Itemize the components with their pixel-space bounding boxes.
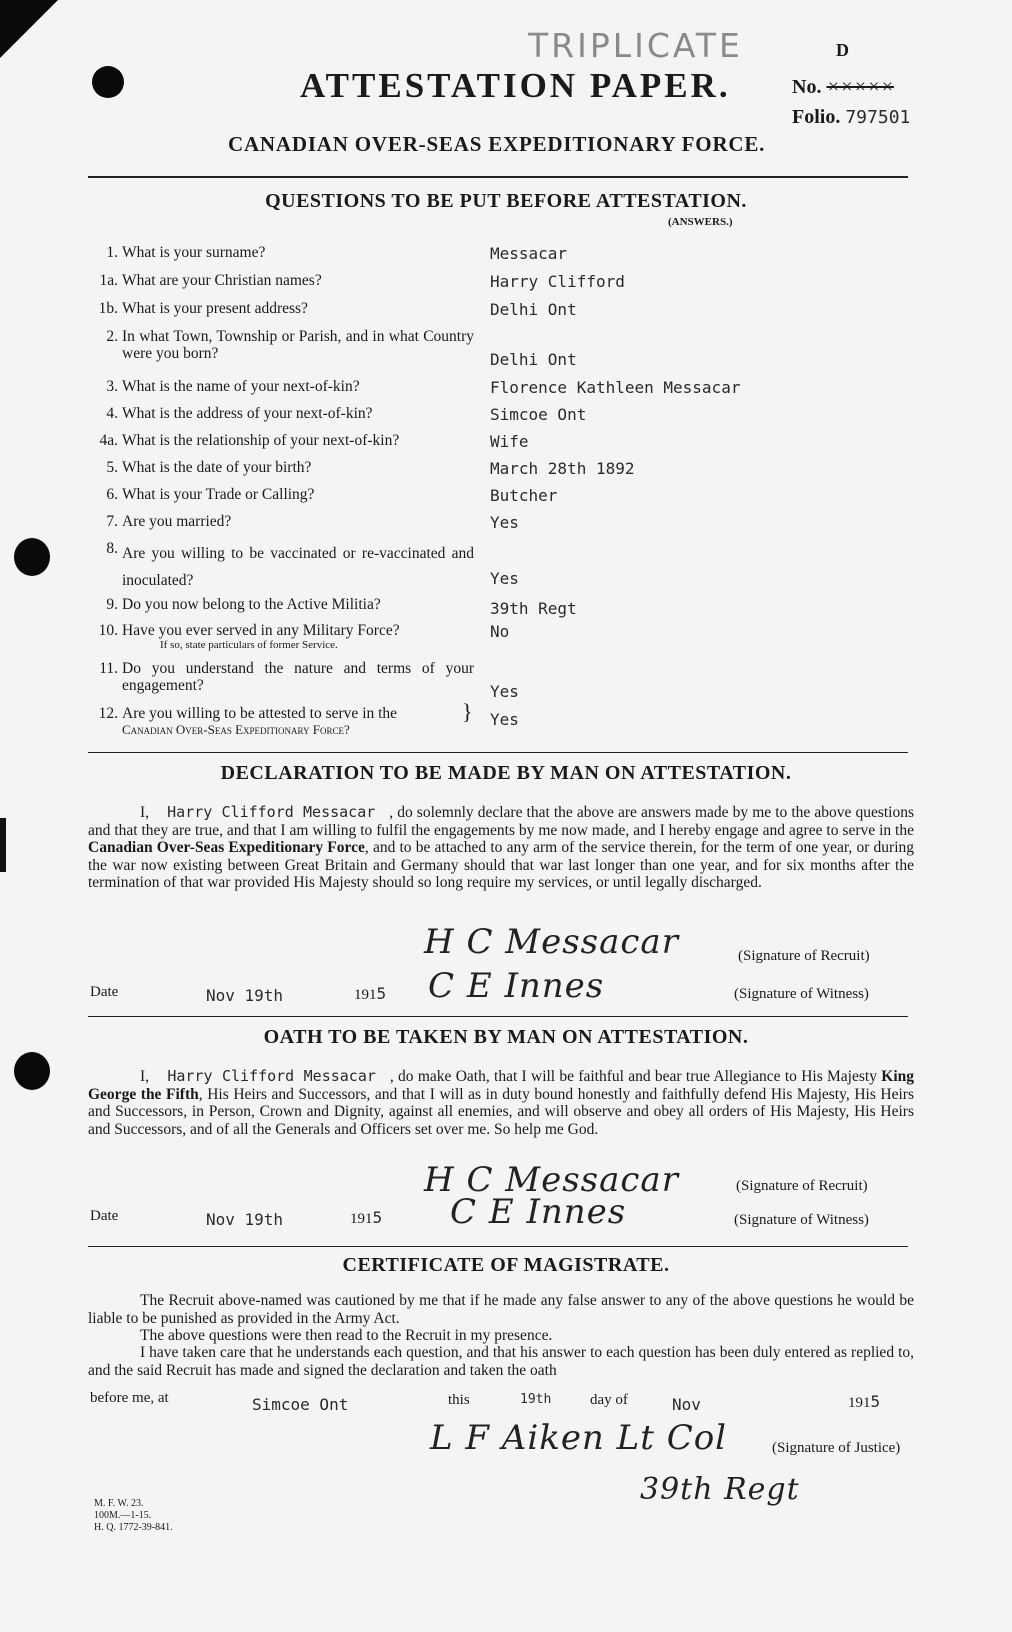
- form-reference-line: 100M.—1-15.: [94, 1510, 152, 1521]
- triplicate-stamp: TRIPLICATE: [528, 26, 743, 65]
- answer-married: Yes: [490, 513, 519, 532]
- declaration-date: Nov 19th: [206, 986, 284, 1005]
- page-title: ATTESTATION PAPER.: [300, 66, 731, 105]
- year-digit: 5: [372, 1208, 383, 1227]
- answers-label: (ANSWERS.): [668, 216, 733, 228]
- answer-active-militia: 39th Regt: [490, 599, 577, 618]
- recruit-signature-label: (Signature of Recruit): [736, 1178, 868, 1194]
- brace: }: [462, 699, 473, 724]
- this-label: this: [448, 1392, 470, 1408]
- declaration-body-bold: Canadian Over-Seas Expeditionary Force: [88, 839, 365, 856]
- recruit-signature: H C Messacar: [424, 922, 679, 962]
- question-text: Have you ever served in any Military Force?: [122, 622, 400, 639]
- form-reference-line: M. F. W. 23.: [94, 1498, 144, 1509]
- declaration-body-end: , and to be attached to any arm of the service therein, for the term of one year, or during the war now existing between Great Britain and Germany should that war last longer than one year, and for six months after the termination of that war provided His Majesty should so long require my services, or until legally discharged.: [88, 839, 914, 891]
- question-number: 11.: [99, 660, 118, 677]
- folio-field: [792, 106, 910, 129]
- question-number: 2.: [106, 328, 118, 345]
- declaration-body-start: , do solemnly declare that the above are answers made by me to the above questions and that they are true, and that I am willing to fulfil the engagements by me now made, and I hereby engage and agree to serve in the: [88, 804, 915, 839]
- year-digit: 5: [376, 984, 387, 1003]
- question-text: Are you willing to be attested to serve in the: [122, 705, 398, 722]
- divider: [88, 1016, 908, 1017]
- question-text: Are you willing to be vaccinated or re-vaccinated and inoculated?: [122, 545, 474, 589]
- declaration-heading: DECLARATION TO BE MADE BY MAN ON ATTESTATION.: [220, 762, 792, 784]
- certificate-paragraph-2: The above questions were then read to the Recruit in my presence.: [140, 1327, 553, 1344]
- questions-heading: QUESTIONS TO BE PUT BEFORE ATTESTATION.: [265, 190, 747, 212]
- declaration-name: Harry Clifford Messacar: [167, 803, 376, 821]
- question-text: Do you now belong to the Active Militia?: [122, 596, 381, 613]
- day-of-label: day of: [590, 1392, 628, 1408]
- year-prefix: 191: [354, 987, 377, 1003]
- certificate-day: 19th: [520, 1392, 552, 1407]
- question-text: What are your Christian names?: [122, 272, 322, 289]
- punch-hole: [14, 538, 50, 576]
- certificate-place: Simcoe Ont: [252, 1395, 349, 1414]
- question-number: 6.: [106, 486, 118, 503]
- page-subtitle: CANADIAN OVER-SEAS EXPEDITIONARY FORCE.: [228, 132, 766, 156]
- number-value: ×××××: [826, 76, 894, 98]
- declaration-prefix: I,: [140, 804, 150, 821]
- witness-signature: C E Innes: [428, 966, 605, 1006]
- question-text: What is the address of your next-of-kin?: [122, 405, 373, 422]
- witness-signature: C E Innes: [450, 1192, 627, 1232]
- question-text: Are you married?: [122, 513, 232, 530]
- question-number: 1b.: [98, 300, 118, 317]
- date-label: Date: [90, 1208, 119, 1224]
- oath-prefix: I,: [140, 1068, 150, 1085]
- question-number: 3.: [106, 378, 118, 395]
- date-label: Date: [90, 984, 119, 1000]
- number-field: [792, 76, 894, 99]
- answer-willing-to-serve: Yes: [490, 710, 519, 729]
- scan-edge-artifact: [0, 818, 6, 872]
- oath-body-start: , do make Oath, that I will be faithful and bear true Allegiance to His Majesty: [389, 1068, 882, 1085]
- oath-date: Nov 19th: [206, 1210, 284, 1229]
- question-text: What is the date of your birth?: [122, 459, 312, 476]
- question-text: What is your surname?: [122, 244, 266, 261]
- answer-trade: Butcher: [490, 486, 558, 505]
- question-number: 10.: [98, 622, 118, 639]
- answer-vaccinated: Yes: [490, 569, 519, 588]
- folio-value: 797501: [845, 107, 911, 128]
- folio-label: Folio.: [792, 106, 841, 128]
- question-text: In what Town, Township or Parish, and in what Country were you born?: [122, 328, 474, 362]
- answer-christian-names: Harry Clifford: [490, 272, 625, 291]
- question-number: 4.: [106, 405, 118, 422]
- declaration-text: [88, 804, 914, 892]
- question-number: 12.: [98, 705, 118, 722]
- question-text-continued: Canadian Over-Seas Expeditionary Force?: [122, 722, 350, 737]
- answer-surname: Messacar: [490, 244, 568, 263]
- question-number: 8.: [106, 540, 118, 557]
- justice-signature-label: (Signature of Justice): [772, 1440, 901, 1456]
- question-number: 9.: [106, 596, 118, 613]
- punch-hole: [14, 1052, 50, 1090]
- question-number: 5.: [106, 459, 118, 476]
- question-text: What is the relationship of your next-of-kin?: [122, 432, 400, 449]
- punch-hole: [92, 66, 124, 98]
- question-note: If so, state particulars of former Service.: [160, 639, 338, 651]
- oath-text: [88, 1068, 914, 1138]
- form-reference-line: H. Q. 1772-39-841.: [94, 1522, 173, 1533]
- question-text: What is your Trade or Calling?: [122, 486, 315, 503]
- certificate-year: [848, 1392, 880, 1412]
- answer-military-service: No: [490, 622, 510, 641]
- answer-next-of-kin-address: Simcoe Ont: [490, 405, 587, 424]
- recruit-signature-label: (Signature of Recruit): [738, 948, 870, 964]
- oath-year: [350, 1208, 382, 1228]
- question-number: 7.: [106, 513, 118, 530]
- divider: [88, 1246, 908, 1247]
- witness-signature-label: (Signature of Witness): [734, 1212, 869, 1228]
- answer-birthplace: Delhi Ont: [490, 350, 577, 369]
- certificate-paragraph-3: I have taken care that he understands each question, and that his answer to each question has been duly entered as replied to, and the said Recruit has made and signed the declaration and taken the oath: [88, 1344, 914, 1379]
- magistrate-signature: L F Aiken Lt Col: [430, 1418, 728, 1458]
- answer-relationship: Wife: [490, 432, 529, 451]
- scan-corner-artifact: [0, 0, 58, 58]
- oath-body-bold: King George the Fifth: [88, 1068, 914, 1103]
- number-label: No.: [792, 76, 822, 98]
- question-number: 1a.: [99, 272, 118, 289]
- form-reference: [94, 1498, 173, 1534]
- question-number: 4a.: [99, 432, 118, 449]
- question-text: Do you understand the nature and terms of your engagement?: [122, 660, 474, 694]
- oath-heading: OATH TO BE TAKEN BY MAN ON ATTESTATION.: [263, 1026, 749, 1048]
- certificate-heading: CERTIFICATE OF MAGISTRATE.: [342, 1254, 670, 1276]
- year-prefix: 191: [350, 1211, 373, 1227]
- answer-birth-date: March 28th 1892: [490, 459, 635, 478]
- answer-next-of-kin: Florence Kathleen Messacar: [490, 378, 741, 397]
- question-number: 1.: [106, 244, 118, 261]
- divider: [88, 752, 908, 753]
- form-letter: D: [836, 40, 849, 60]
- divider: [88, 176, 908, 178]
- declaration-year: [354, 984, 386, 1004]
- answer-present-address: Delhi Ont: [490, 300, 577, 319]
- question-text: What is your present address?: [122, 300, 308, 317]
- certificate-month: Nov: [672, 1395, 701, 1414]
- before-me-label: before me, at: [90, 1390, 169, 1406]
- witness-signature-label: (Signature of Witness): [734, 986, 869, 1002]
- certificate-paragraph-1: The Recruit above-named was cautioned by me that if he made any false answer to any of the above questions he would be liable to be punished as provided in the Army Act.: [88, 1292, 914, 1327]
- recruit-signature: H C Messacar: [424, 1160, 679, 1200]
- year-digit: 5: [870, 1392, 881, 1411]
- answer-understand-terms: Yes: [490, 682, 519, 701]
- oath-name: Harry Clifford Messacar: [167, 1067, 376, 1085]
- question-text: What is the name of your next-of-kin?: [122, 378, 360, 395]
- oath-body-end: , His Heirs and Successors, and that I will as in duty bound honestly and faithfully defend His Majesty, His Heirs and Successors, in Person, Crown and Dignity, against all enemies, and will observe and obey all orders of His Majesty, His Heirs and Successors, and of all the Generals and Officers set over me. So help me God.: [88, 1085, 915, 1138]
- year-prefix: 191: [848, 1395, 871, 1411]
- regiment-notation: 39th Regt: [640, 1472, 800, 1507]
